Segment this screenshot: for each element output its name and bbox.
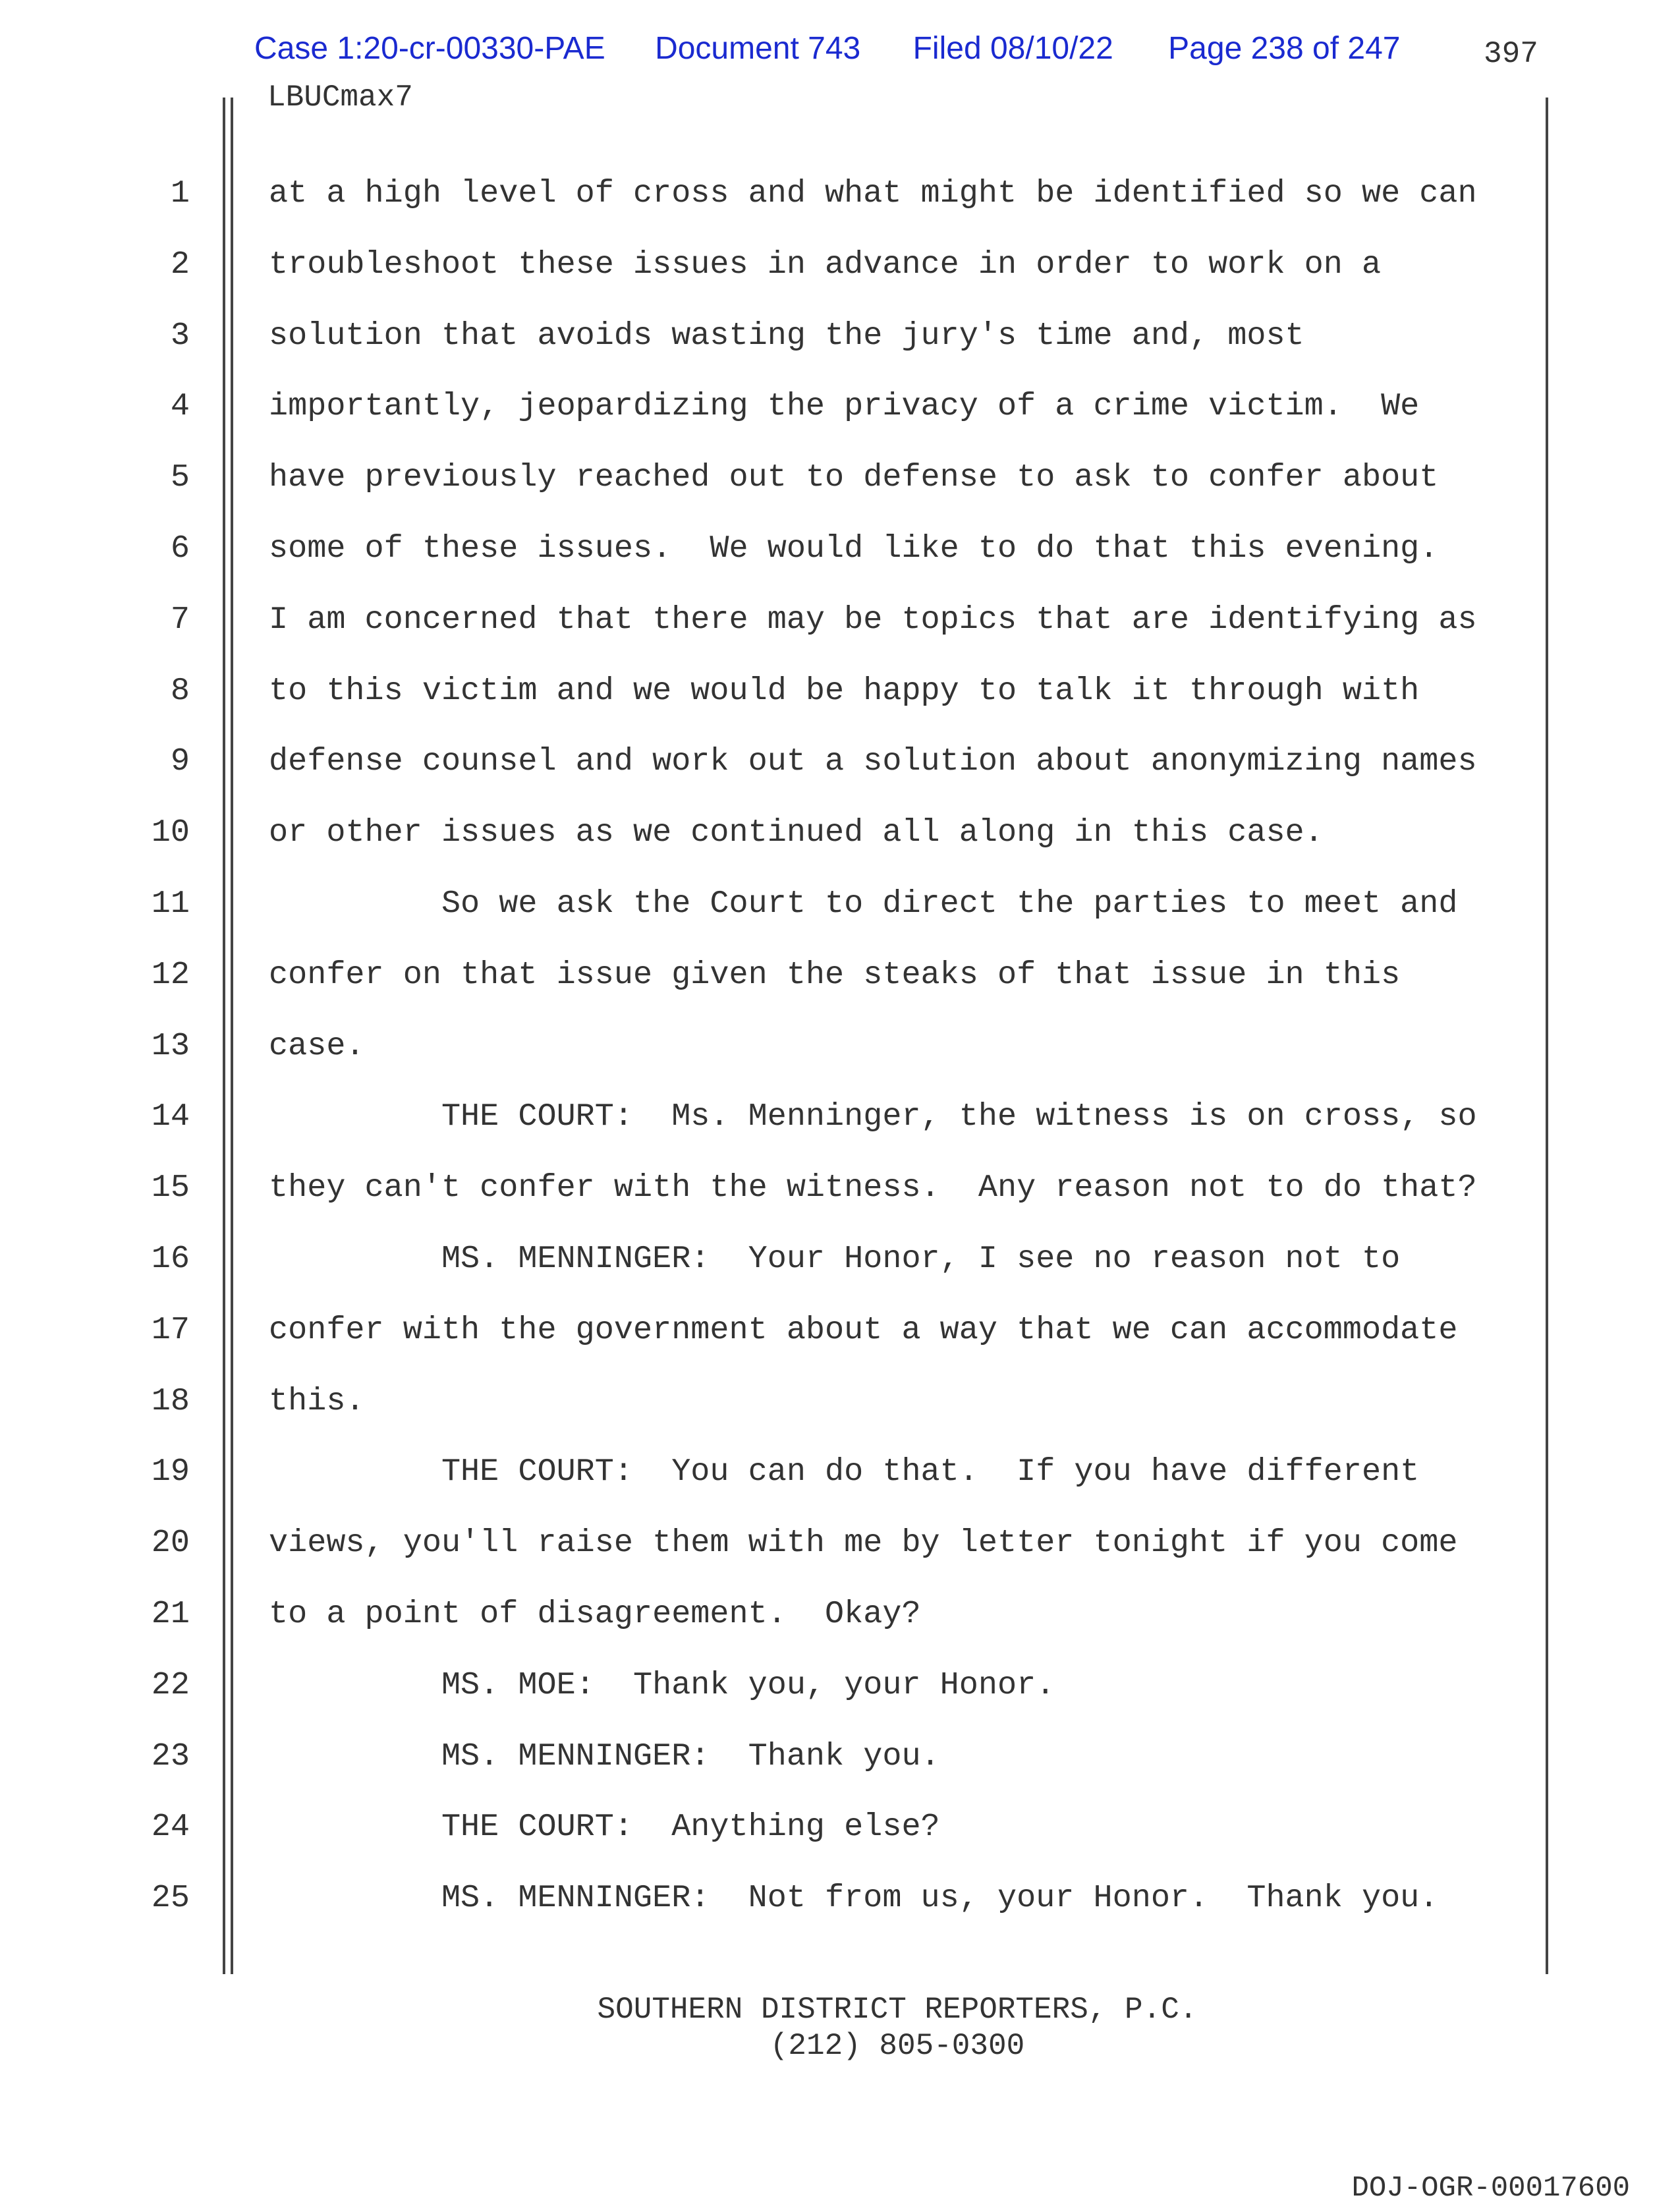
line-number: 10 [151,814,190,851]
line-number: 24 [151,1809,190,1846]
line-text: confer with the government about a way that we can accommodate [269,1311,1458,1348]
transcript-case-id: LBUCmax7 [267,80,413,115]
line-number: 9 [170,743,190,780]
transcript-line [0,384,1680,455]
line-text: confer on that issue given the steaks of that issue in this [269,956,1401,993]
line-text: MS. MOE: Thank you, your Honor. [269,1666,1055,1703]
page-of-total: Page 238 of 247 [1168,31,1401,66]
line-number: 19 [151,1454,190,1490]
reporter-name: SOUTHERN DISTRICT REPORTERS, P.C. [597,1993,1198,2027]
transcript-line [0,1379,1680,1450]
transcript-line [0,1450,1680,1521]
transcript-line [0,1592,1680,1663]
line-number: 8 [170,672,190,709]
transcript-line [0,739,1680,810]
line-number: 12 [151,956,190,993]
line-text: at a high level of cross and what might be identified so we can [269,175,1477,212]
transcript-line [0,1521,1680,1592]
bates-number: DOJ-OGR-00017600 [1351,2172,1630,2205]
transcript-line [0,1734,1680,1805]
transcript-line [0,669,1680,740]
line-number: 17 [151,1311,190,1348]
filing-header [254,30,1400,67]
transcript-line [0,1805,1680,1876]
transcript-line [0,171,1680,242]
line-number: 6 [170,530,190,567]
line-text: I am concerned that there may be topics that are identifying as [269,601,1477,638]
transcript-line [0,1024,1680,1095]
transcript-line [0,1876,1680,1947]
transcript-line [0,242,1680,314]
line-text: they can't confer with the witness. Any reason not to do that? [269,1170,1477,1206]
transcript-line [0,455,1680,526]
filed-date: Filed 08/10/22 [912,31,1113,66]
line-number: 5 [170,459,190,496]
line-text: MS. MENNINGER: Not from us, your Honor. Thank you. [269,1880,1439,1917]
line-number: 23 [151,1738,190,1774]
line-text: MS. MENNINGER: Thank you. [269,1738,940,1774]
line-text: So we ask the Court to direct the parties to meet and [269,886,1458,922]
line-text: THE COURT: Ms. Menninger, the witness is on cross, so [269,1098,1477,1135]
line-number: 16 [151,1241,190,1277]
transcript-line [0,1166,1680,1237]
line-text: to a point of disagreement. Okay? [269,1596,921,1632]
line-text: troubleshoot these issues in advance in order to work on a [269,246,1382,283]
line-text: solution that avoids wasting the jury's time and, most [269,317,1304,354]
transcript-line [0,1663,1680,1734]
line-text: importantly, jeopardizing the privacy of a crime victim. We [269,388,1420,425]
line-text: some of these issues. We would like to do that this evening. [269,530,1439,567]
line-number: 15 [151,1170,190,1206]
transcript-line [0,314,1680,385]
line-text: case. [269,1027,365,1064]
transcript-line [0,1237,1680,1308]
line-text: have previously reached out to defense to ask to confer about [269,459,1439,496]
transcript-line [0,526,1680,598]
line-number: 7 [170,601,190,638]
line-number: 1 [170,175,190,212]
line-number: 13 [151,1027,190,1064]
line-number: 21 [151,1596,190,1632]
line-number: 25 [151,1880,190,1917]
line-text: this. [269,1382,365,1419]
line-number: 14 [151,1098,190,1135]
line-text: to this victim and we would be happy to talk it through with [269,672,1420,709]
line-number: 2 [170,246,190,283]
case-number: Case 1:20-cr-00330-PAE [254,31,605,66]
transcript-line [0,953,1680,1024]
document-number: Document 743 [655,31,861,66]
line-number: 11 [151,886,190,922]
line-text: or other issues as we continued all along in this case. [269,814,1324,851]
transcript-line [0,882,1680,953]
line-text: MS. MENNINGER: Your Honor, I see no reason not to [269,1241,1401,1277]
line-text: views, you'll raise them with me by letter tonight if you come [269,1525,1458,1562]
line-number: 22 [151,1666,190,1703]
line-text: THE COURT: Anything else? [269,1809,940,1846]
transcript-line [0,1094,1680,1166]
transcript-page-number: 397 [1484,37,1538,71]
line-text: defense counsel and work out a solution about anonymizing names [269,743,1477,780]
reporter-phone: (212) 805-0300 [770,2029,1025,2063]
line-number: 20 [151,1525,190,1562]
line-number: 18 [151,1382,190,1419]
transcript-line [0,598,1680,669]
transcript-line [0,1308,1680,1379]
line-number: 4 [170,388,190,425]
transcript-line [0,810,1680,882]
line-number: 3 [170,317,190,354]
line-text: THE COURT: You can do that. If you have different [269,1454,1420,1490]
